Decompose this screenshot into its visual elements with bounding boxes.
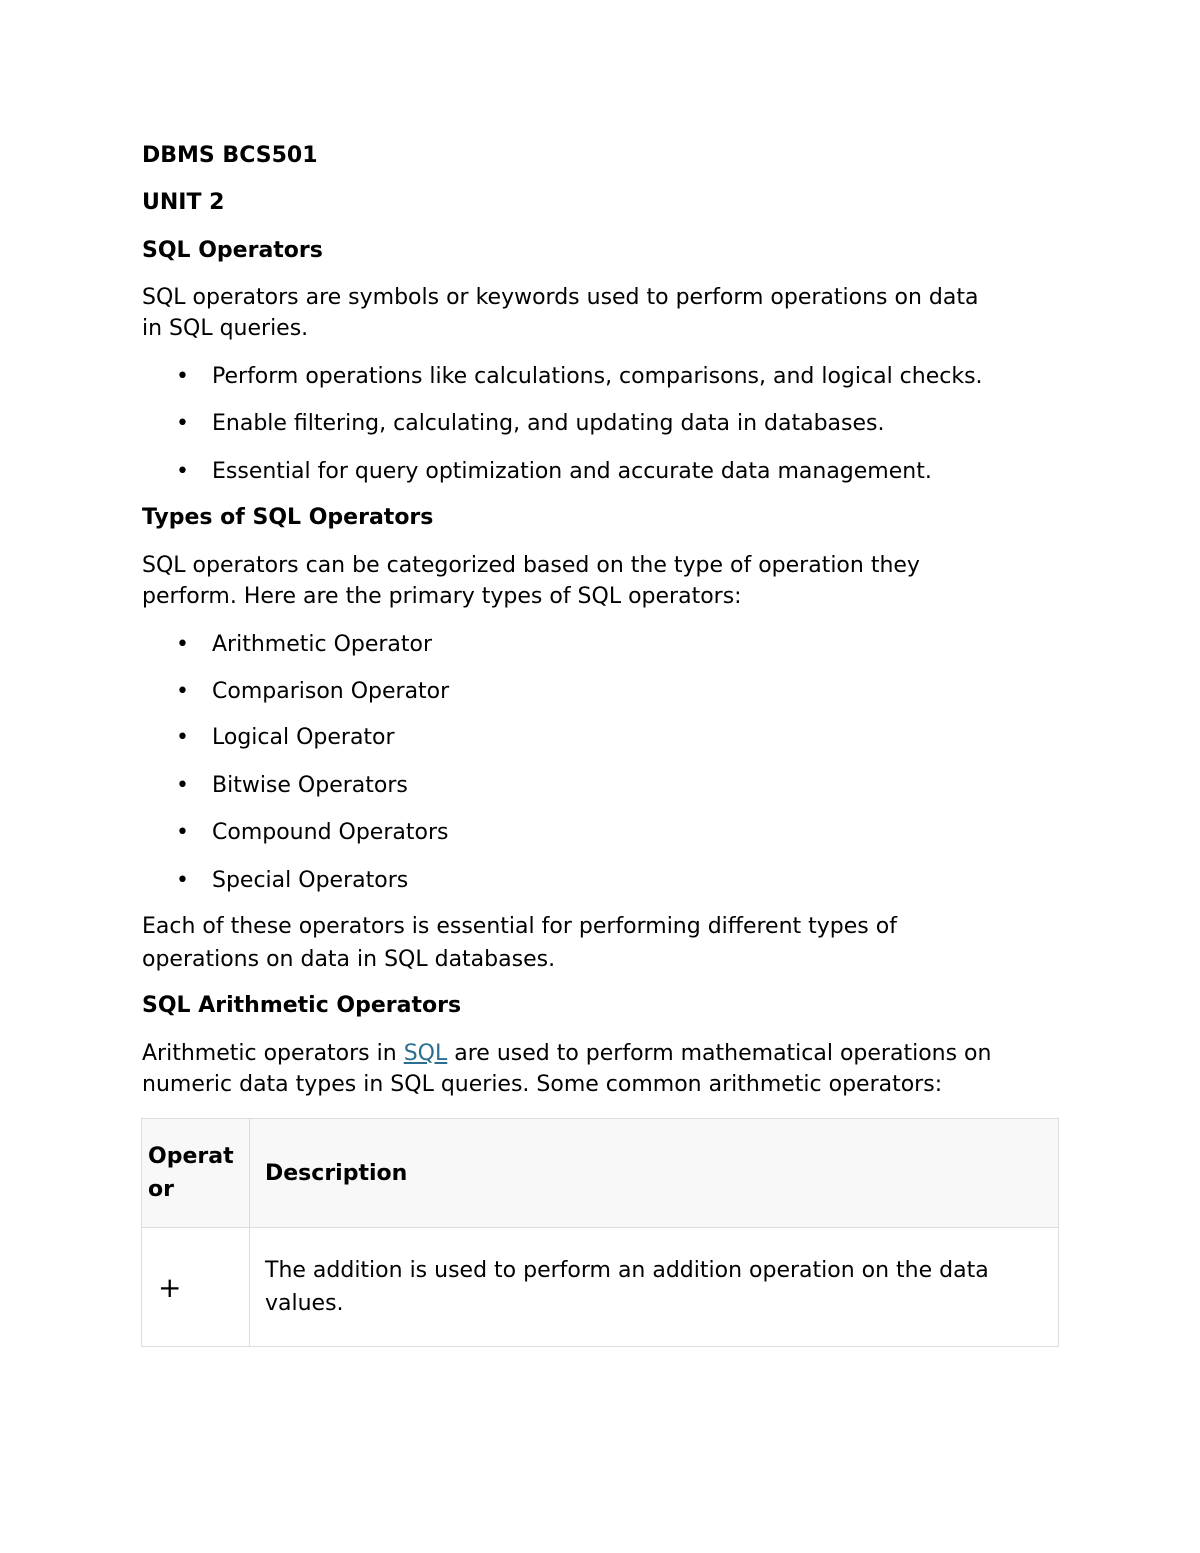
bullet-icon: • [176,868,189,893]
paragraph-line: numeric data types in SQL queries. Some common arithmetic operators: [142,1072,943,1097]
header-cell-operator: Operat or [142,1119,250,1228]
paragraph-line: SQL operators can be categorized based on the type of operation they [142,553,920,578]
paragraph-line: Each of these operators is essential for performing different types of [142,914,897,939]
bullet-icon: • [176,364,189,389]
course-title: DBMS BCS501 [142,143,318,168]
paragraph-line: in SQL queries. [142,316,309,341]
paragraph-line: Arithmetic operators in SQL are used to perform mathematical operations on [142,1041,992,1066]
document-page: DBMS BCS501 UNIT 2 SQL Operators SQL operators are symbols or keywords used to perform operations on data in SQL queries. • Perform operations like calculations, comparisons, and logical checks. • Enable filtering, calculating, and updating data in databases. • Essential for query optimization and accurate data management. Types of SQL Operators SQL operators can be categorized based on the type of operation they perform. Here are the primary types of SQL operators: • Arithmetic Operator • Comparison Operator • Logical Operator • Bitwise Operators • Compound Operators • Special Operators Each of these operators is essential for performing different types of operations on data in SQL databases. SQL Arithmetic Operators Arithmetic operators in SQL are used to perform mathematical operations on numeric data types in SQL queries. Some common arithmetic operators: Operat or Description + The addition is used to perform an addition operation on the data values. [0,0,1200,1553]
arithmetic-operators-table [141,1118,1059,1347]
paragraph-line: operations on data in SQL databases. [142,947,556,972]
bullet-icon: • [176,632,189,657]
bullet-icon: • [176,679,189,704]
paragraph-line: SQL operators are symbols or keywords used to perform operations on data [142,285,979,310]
section-heading-arithmetic: SQL Arithmetic Operators [142,993,462,1018]
bullet-icon: • [176,725,189,750]
bullet-icon: • [176,411,189,436]
section-heading-sql-operators: SQL Operators [142,238,323,263]
unit-title: UNIT 2 [142,190,225,215]
description-cell: The addition is used to perform an addition operation on the data values. [250,1228,1059,1347]
bullet-icon: • [176,773,189,798]
sql-link[interactable]: SQL [403,1041,448,1066]
section-heading-types: Types of SQL Operators [142,505,434,530]
bullet-icon: • [176,459,189,484]
header-cell-description: Description [250,1119,1059,1228]
paragraph-line: perform. Here are the primary types of SQL operators: [142,584,742,609]
bullet-icon: • [176,820,189,845]
table-row [142,1228,1059,1347]
table-header-row [142,1119,1059,1228]
operator-cell: + [142,1228,250,1347]
